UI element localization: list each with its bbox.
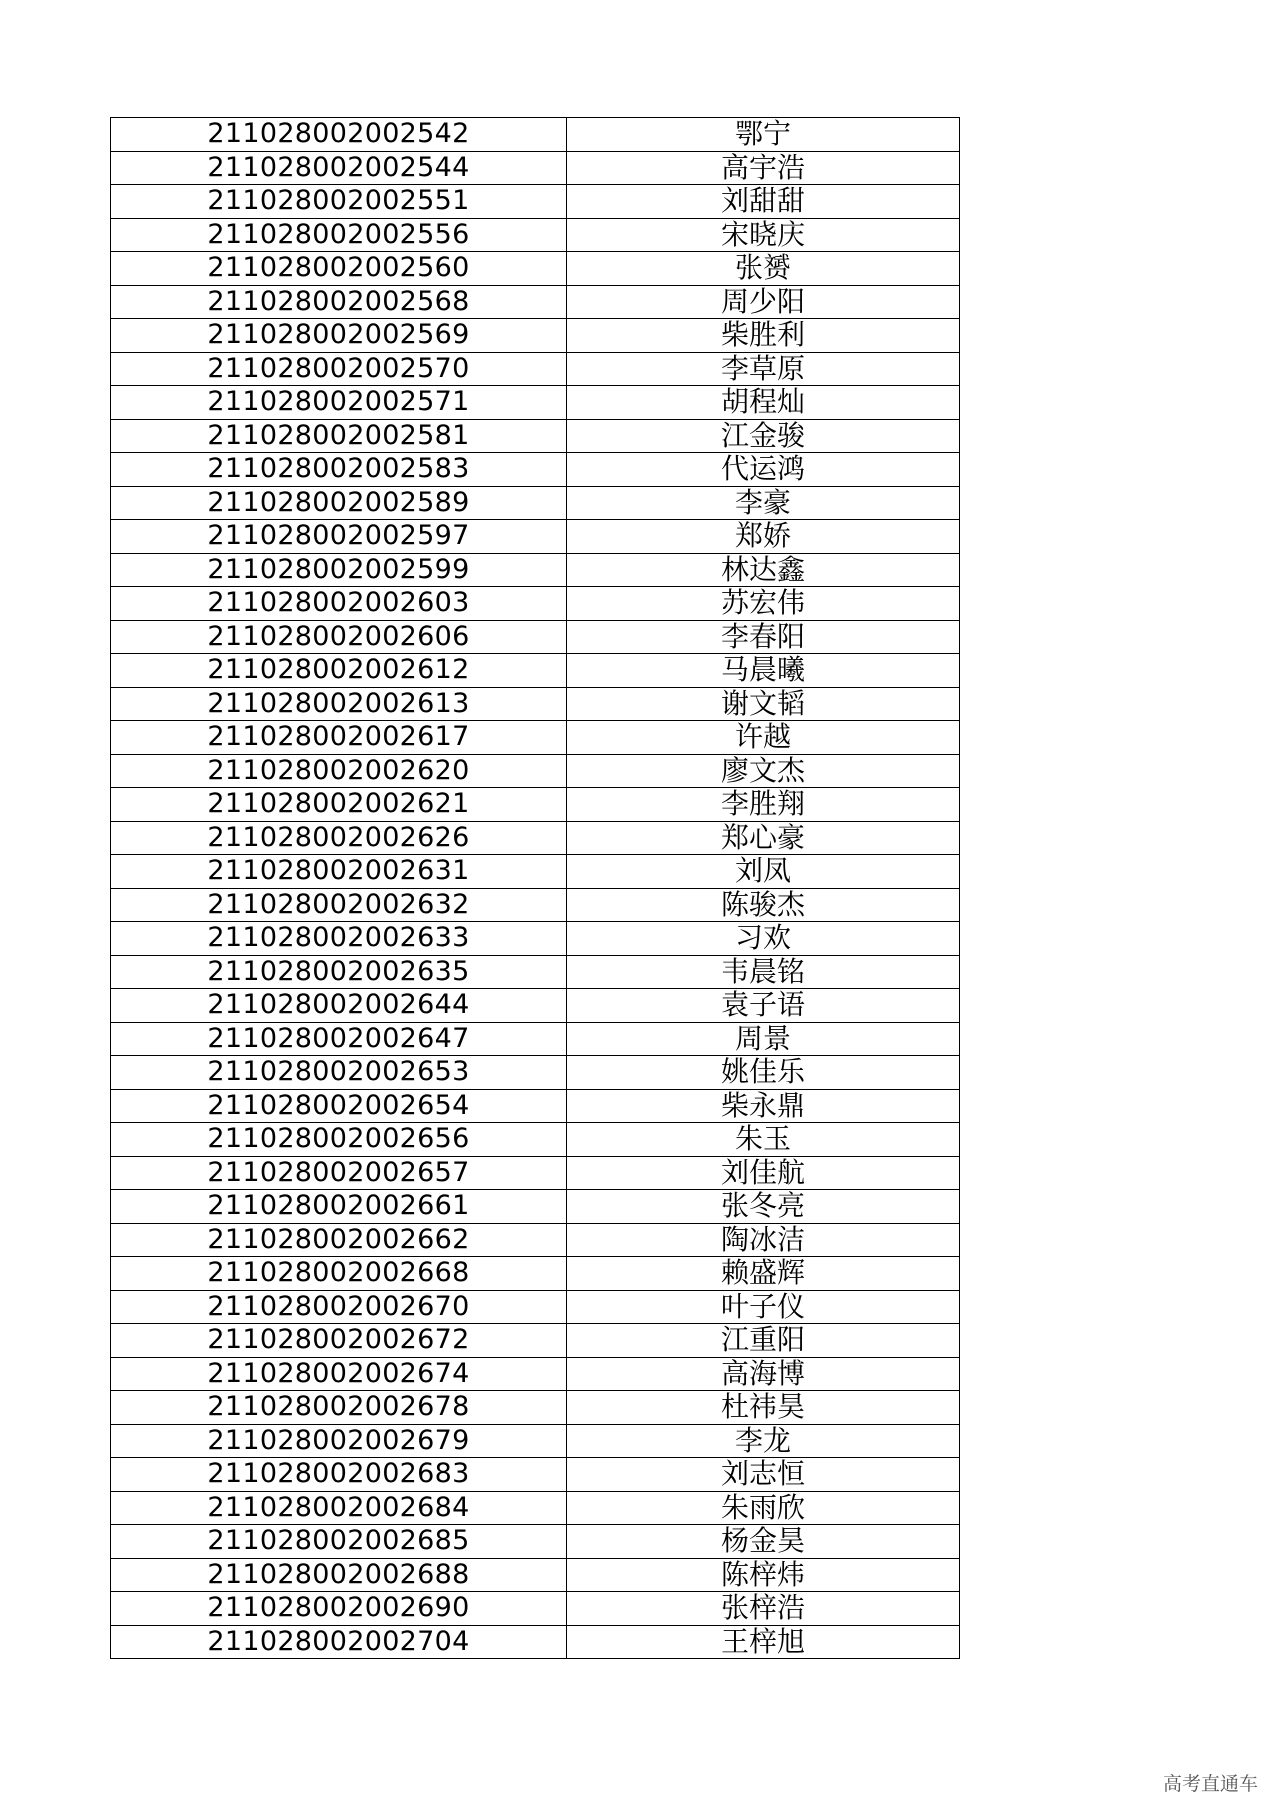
candidate-name-cell: 刘佳航 (567, 1156, 960, 1190)
table-row (111, 252, 960, 286)
candidate-id-cell: 211028002002568 (111, 285, 567, 319)
table-row (111, 687, 960, 721)
candidate-name-cell: 宋晓庆 (567, 218, 960, 252)
candidate-id-cell: 211028002002653 (111, 1056, 567, 1090)
table-row (111, 151, 960, 185)
candidate-id-cell: 211028002002678 (111, 1391, 567, 1425)
candidate-id-cell: 211028002002661 (111, 1190, 567, 1224)
candidate-id-cell: 211028002002569 (111, 319, 567, 353)
table-row (111, 1056, 960, 1090)
candidate-name-cell: 高宇浩 (567, 151, 960, 185)
candidate-id-cell: 211028002002606 (111, 620, 567, 654)
candidate-name-cell: 叶子仪 (567, 1290, 960, 1324)
candidate-name-cell: 江金骏 (567, 419, 960, 453)
candidate-id-cell: 211028002002599 (111, 553, 567, 587)
candidate-name-cell: 周景 (567, 1022, 960, 1056)
table-row (111, 888, 960, 922)
table-row (111, 922, 960, 956)
candidate-id-cell: 211028002002583 (111, 453, 567, 487)
candidate-name-cell: 苏宏伟 (567, 587, 960, 621)
candidate-id-cell: 211028002002621 (111, 788, 567, 822)
table-row (111, 118, 960, 152)
table-row (111, 386, 960, 420)
table-row (111, 1491, 960, 1525)
candidate-id-cell: 211028002002556 (111, 218, 567, 252)
candidate-id-cell: 211028002002631 (111, 855, 567, 889)
candidate-id-cell: 211028002002647 (111, 1022, 567, 1056)
candidate-name-cell: 王梓旭 (567, 1625, 960, 1659)
candidate-name-cell: 杜祎昊 (567, 1391, 960, 1425)
candidate-name-cell: 马晨曦 (567, 654, 960, 688)
candidate-name-cell: 习欢 (567, 922, 960, 956)
candidate-id-cell: 211028002002679 (111, 1424, 567, 1458)
candidate-id-cell: 211028002002542 (111, 118, 567, 152)
table-row (111, 620, 960, 654)
table-row (111, 453, 960, 487)
candidate-id-cell: 211028002002603 (111, 587, 567, 621)
candidate-name-cell: 廖文杰 (567, 754, 960, 788)
watermark: 高考直通车 (1162, 1773, 1258, 1795)
table-row (111, 1123, 960, 1157)
candidate-id-cell: 211028002002662 (111, 1223, 567, 1257)
candidate-name-cell: 胡程灿 (567, 386, 960, 420)
candidate-name-cell: 朱玉 (567, 1123, 960, 1157)
table-row (111, 1290, 960, 1324)
table-row (111, 486, 960, 520)
table-row (111, 1391, 960, 1425)
table-row (111, 1558, 960, 1592)
candidate-name-cell: 高海博 (567, 1357, 960, 1391)
candidate-id-cell: 211028002002589 (111, 486, 567, 520)
table-row (111, 553, 960, 587)
candidate-id-cell: 211028002002685 (111, 1525, 567, 1559)
table-row (111, 218, 960, 252)
candidate-id-cell: 211028002002674 (111, 1357, 567, 1391)
roster-table-body (111, 118, 960, 1659)
candidate-name-cell: 刘凤 (567, 855, 960, 889)
table-row (111, 1257, 960, 1291)
candidate-name-cell: 李春阳 (567, 620, 960, 654)
candidate-id-cell: 211028002002560 (111, 252, 567, 286)
candidate-name-cell: 谢文韬 (567, 687, 960, 721)
candidate-name-cell: 鄂宁 (567, 118, 960, 152)
table-row (111, 1324, 960, 1358)
candidate-name-cell: 李草原 (567, 352, 960, 386)
candidate-name-cell: 张赟 (567, 252, 960, 286)
candidate-name-cell: 代运鸿 (567, 453, 960, 487)
table-row (111, 419, 960, 453)
candidate-id-cell: 211028002002644 (111, 989, 567, 1023)
candidate-name-cell: 周少阳 (567, 285, 960, 319)
table-row (111, 754, 960, 788)
candidate-id-cell: 211028002002620 (111, 754, 567, 788)
candidate-name-cell: 杨金昊 (567, 1525, 960, 1559)
candidate-id-cell: 211028002002617 (111, 721, 567, 755)
candidate-name-cell: 姚佳乐 (567, 1056, 960, 1090)
candidate-id-cell: 211028002002668 (111, 1257, 567, 1291)
table-row (111, 654, 960, 688)
table-row (111, 185, 960, 219)
candidate-name-cell: 李豪 (567, 486, 960, 520)
candidate-name-cell: 李龙 (567, 1424, 960, 1458)
candidate-id-cell: 211028002002684 (111, 1491, 567, 1525)
candidate-name-cell: 赖盛辉 (567, 1257, 960, 1291)
candidate-name-cell: 朱雨欣 (567, 1491, 960, 1525)
candidate-name-cell: 袁子语 (567, 989, 960, 1023)
candidate-id-cell: 211028002002635 (111, 955, 567, 989)
table-row (111, 1190, 960, 1224)
candidate-name-cell: 李胜翔 (567, 788, 960, 822)
table-row (111, 821, 960, 855)
table-row (111, 285, 960, 319)
table-row (111, 520, 960, 554)
candidate-id-cell: 211028002002632 (111, 888, 567, 922)
candidate-name-cell: 江重阳 (567, 1324, 960, 1358)
candidate-name-cell: 许越 (567, 721, 960, 755)
candidate-id-cell: 211028002002683 (111, 1458, 567, 1492)
candidate-id-cell: 211028002002612 (111, 654, 567, 688)
table-row (111, 1525, 960, 1559)
table-row (111, 721, 960, 755)
table-row (111, 1592, 960, 1626)
table-row (111, 1625, 960, 1659)
candidate-name-cell: 张冬亮 (567, 1190, 960, 1224)
candidate-id-cell: 211028002002672 (111, 1324, 567, 1358)
table-row (111, 1458, 960, 1492)
candidate-id-cell: 211028002002613 (111, 687, 567, 721)
candidate-name-cell: 韦晨铭 (567, 955, 960, 989)
candidate-id-cell: 211028002002544 (111, 151, 567, 185)
candidate-id-cell: 211028002002633 (111, 922, 567, 956)
candidate-id-cell: 211028002002654 (111, 1089, 567, 1123)
candidate-id-cell: 211028002002690 (111, 1592, 567, 1626)
candidate-name-cell: 郑娇 (567, 520, 960, 554)
table-row (111, 1424, 960, 1458)
table-row (111, 352, 960, 386)
candidate-name-cell: 陈梓炜 (567, 1558, 960, 1592)
candidate-id-cell: 211028002002670 (111, 1290, 567, 1324)
candidate-id-cell: 211028002002688 (111, 1558, 567, 1592)
candidate-name-cell: 林达鑫 (567, 553, 960, 587)
candidate-name-cell: 柴胜利 (567, 319, 960, 353)
candidate-name-cell: 陶冰洁 (567, 1223, 960, 1257)
candidate-id-cell: 211028002002704 (111, 1625, 567, 1659)
candidate-name-cell: 刘志恒 (567, 1458, 960, 1492)
candidate-id-cell: 211028002002657 (111, 1156, 567, 1190)
candidate-id-cell: 211028002002597 (111, 520, 567, 554)
table-row (111, 788, 960, 822)
table-row (111, 587, 960, 621)
candidate-name-cell: 柴永鼎 (567, 1089, 960, 1123)
candidate-id-cell: 211028002002571 (111, 386, 567, 420)
candidate-name-cell: 陈骏杰 (567, 888, 960, 922)
roster-table (110, 117, 960, 1659)
table-row (111, 1223, 960, 1257)
candidate-id-cell: 211028002002656 (111, 1123, 567, 1157)
table-row (111, 1156, 960, 1190)
table-row (111, 955, 960, 989)
candidate-name-cell: 刘甜甜 (567, 185, 960, 219)
table-row (111, 319, 960, 353)
candidate-name-cell: 郑心豪 (567, 821, 960, 855)
table-row (111, 1022, 960, 1056)
table-row (111, 989, 960, 1023)
table-row (111, 855, 960, 889)
candidate-id-cell: 211028002002626 (111, 821, 567, 855)
candidate-id-cell: 211028002002570 (111, 352, 567, 386)
candidate-name-cell: 张梓浩 (567, 1592, 960, 1626)
candidate-id-cell: 211028002002581 (111, 419, 567, 453)
candidate-id-cell: 211028002002551 (111, 185, 567, 219)
table-row (111, 1089, 960, 1123)
table-row (111, 1357, 960, 1391)
